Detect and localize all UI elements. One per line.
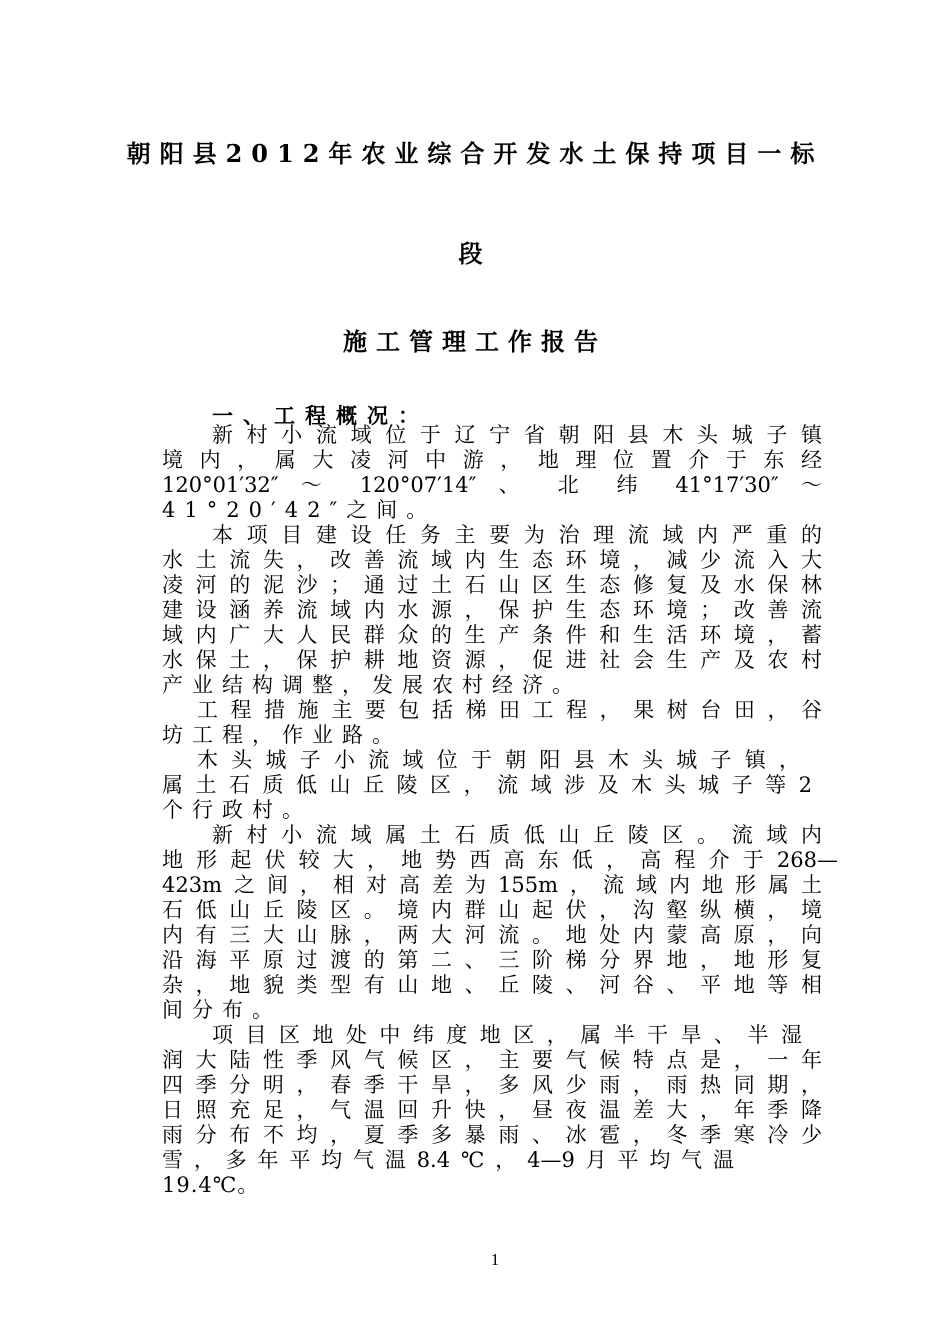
body-text <box>162 423 838 1198</box>
page-number: 1 <box>490 1250 500 1269</box>
paragraph-line: 423m之间，相对高差为155m，流域内地形属土 <box>162 873 822 897</box>
paragraph-line: 新村小流域位于辽宁省朝阳县木头城子镇 <box>212 423 822 447</box>
paragraph-line: 木头城子小流域位于朝阳县木头城子镇， <box>197 748 800 772</box>
paragraph-line: 杂，地貌类型有山地、丘陵、河谷、平地等相 <box>162 973 822 997</box>
paragraph-line: 润大陆性季风气候区，主要气候特点是，一年 <box>162 1048 822 1072</box>
paragraph-line: 属土石质低山丘陵区，流域涉及木头城子等2 <box>162 773 812 797</box>
paragraph-line: 凌河的泥沙；通过土石山区生态修复及水保林 <box>162 573 822 597</box>
paragraph-line: 四季分明，春季干旱，多风少雨，雨热同期， <box>162 1073 822 1097</box>
document-subtitle: 施工管理工作报告 <box>343 327 607 356</box>
paragraph-line: 坊工程，作业路。 <box>162 723 402 747</box>
paragraph-line: 120°01′32″ ～ 120°07′14″ 、 北 纬 41°17′30″ ～ <box>162 473 822 497</box>
paragraph-line: 工程措施主要包括梯田工程，果树台田，谷 <box>197 698 822 722</box>
paragraph-line: 内有三大山脉，两大河流。地处内蒙高原，向 <box>162 923 822 947</box>
paragraph-line: 41°20′42″之间。 <box>162 498 437 522</box>
section-heading: 一、工程概况： <box>212 403 429 428</box>
document-title-line-2: 段 <box>458 239 492 268</box>
paragraph-line: 水土流失，改善流域内生态环境，减少流入大 <box>162 548 822 572</box>
paragraph-line: 水保土，保护耕地资源，促进社会生产及农村 <box>162 648 822 672</box>
paragraph-line: 本项目建设任务主要为治理流域内严重的 <box>212 523 822 547</box>
paragraph-line: 域内广大人民群众的生产条件和生活环境，蓄 <box>162 623 822 647</box>
paragraph-line: 日照充足，气温回升快，昼夜温差大，年季降 <box>162 1098 822 1122</box>
paragraph-line: 雨分布不均，夏季多暴雨、冰雹，冬季寒冷少 <box>162 1123 822 1147</box>
paragraph-line: 产业结构调整，发展农村经济。 <box>162 673 582 697</box>
paragraph-line: 个行政村。 <box>162 798 312 822</box>
paragraph-line: 19.4℃。 <box>162 1173 260 1197</box>
paragraph-line: 石低山丘陵区。境内群山起伏，沟壑纵横，境 <box>162 898 822 922</box>
paragraph-line: 沿海平原过渡的第二、三阶梯分界地，地形复 <box>162 948 822 972</box>
paragraph-line: 地形起伏较大，地势西高东低，高程介于268— <box>162 848 838 872</box>
paragraph-line: 间分布。 <box>162 998 282 1022</box>
paragraph-line: 项目区地处中纬度地区，属半干旱、半湿 <box>212 1023 802 1047</box>
paragraph-line: 雪，多年平均气温8.4℃，4—9月平均气温 <box>162 1148 734 1172</box>
paragraph-line: 建设涵养流域内水源，保护生态环境；改善流 <box>162 598 822 622</box>
paragraph-line: 境内，属大凌河中游，地理位置介于东经 <box>162 448 822 472</box>
document-title-line-1: 朝阳县2012年农业综合开发水土保持项目一标 <box>126 139 824 168</box>
paragraph-line: 新村小流域属土石质低山丘陵区。流域内 <box>212 823 822 847</box>
